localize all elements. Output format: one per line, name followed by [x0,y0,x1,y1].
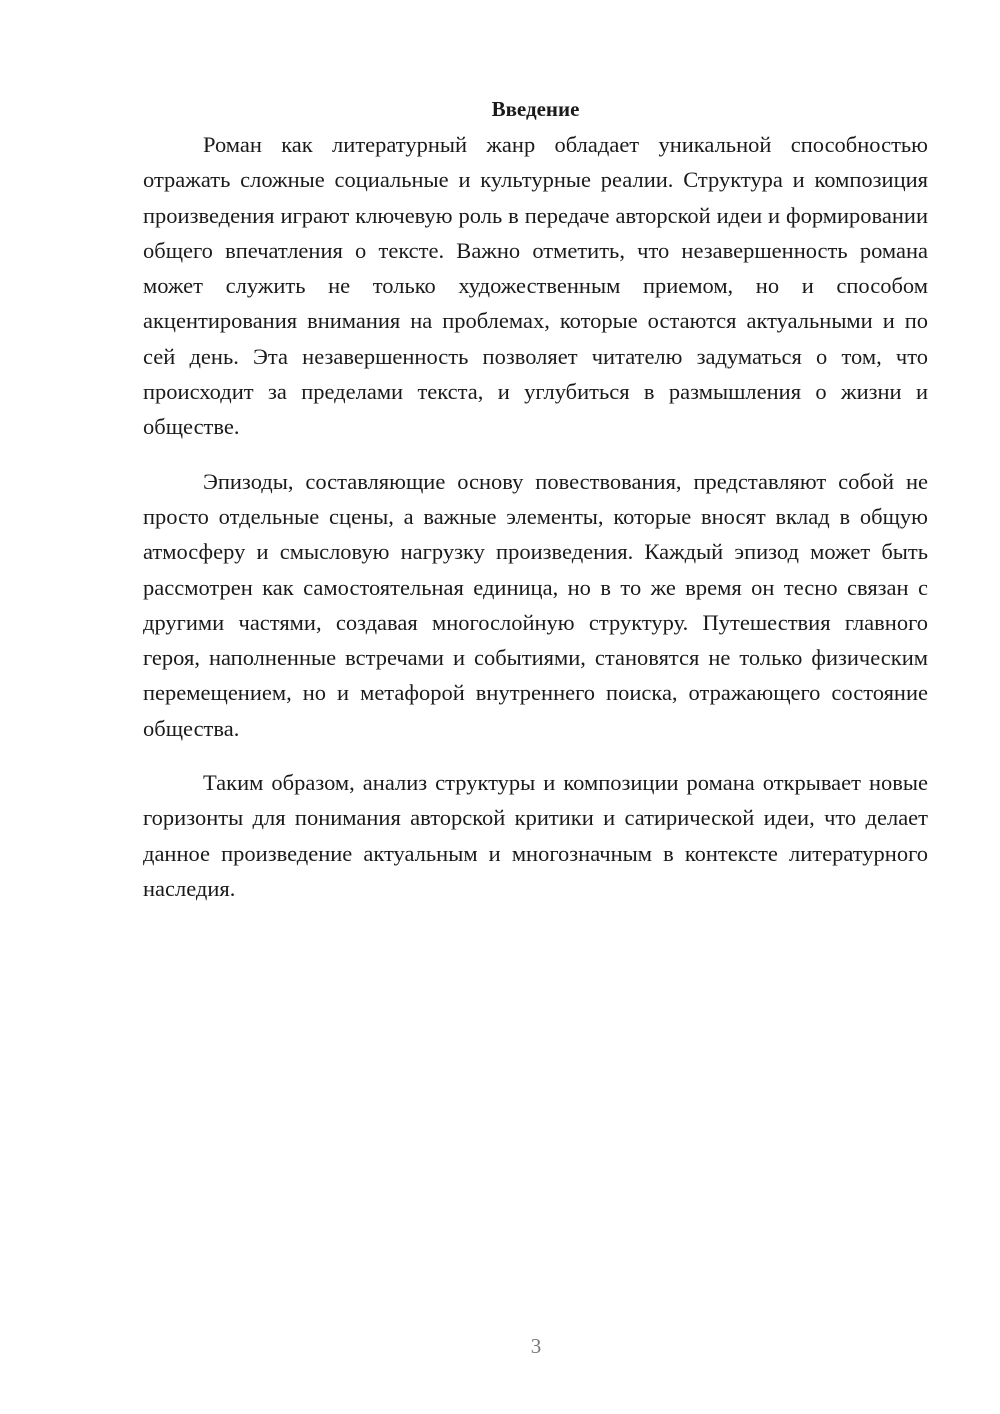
paragraph-1: Роман как литературный жанр обладает уникальной способностью отражать сложные социальные и культурные реалии. Структура и композиция произведения играют ключевую роль в передаче авторской идеи и формировании общего впечатления о тексте. Важно отметить, что незавершенность романа может служить не только художественным приемом, но и способом акцентирования внимания на проблемах, которые остаются актуальными и по сей день. Эта незавершенность позволяет читателю задуматься о том, что происходит за пределами текста, и углубиться в размышления о жизни и обществе. [143,132,928,440]
paragraph-2: Эпизоды, составляющие основу повествования, представляют собой не просто отдельные сцены, а важные элементы, которые вносят вклад в общую атмосферу и смысловую нагрузку произведения. Каждый эпизод может быть рассмотрен как самостоятельная единица, но в то же время он тесно связан с другими частями, создавая многослойную структуру. Путешествия главного героя, наполненные встречами и событиями, становятся не только физическим перемещением, но и метафорой внутреннего поиска, отражающего состояние общества. [143,468,928,741]
page-number: 3 [530,1334,542,1358]
section-title: Введение [491,97,580,121]
paragraph-3: Таким образом, анализ структуры и композиции романа открывает новые горизонты для понимания авторской критики и сатирической идеи, что делает данное произведение актуальным и многозначным в контексте литературного наследия. [143,770,928,901]
page-content [143,92,928,906]
